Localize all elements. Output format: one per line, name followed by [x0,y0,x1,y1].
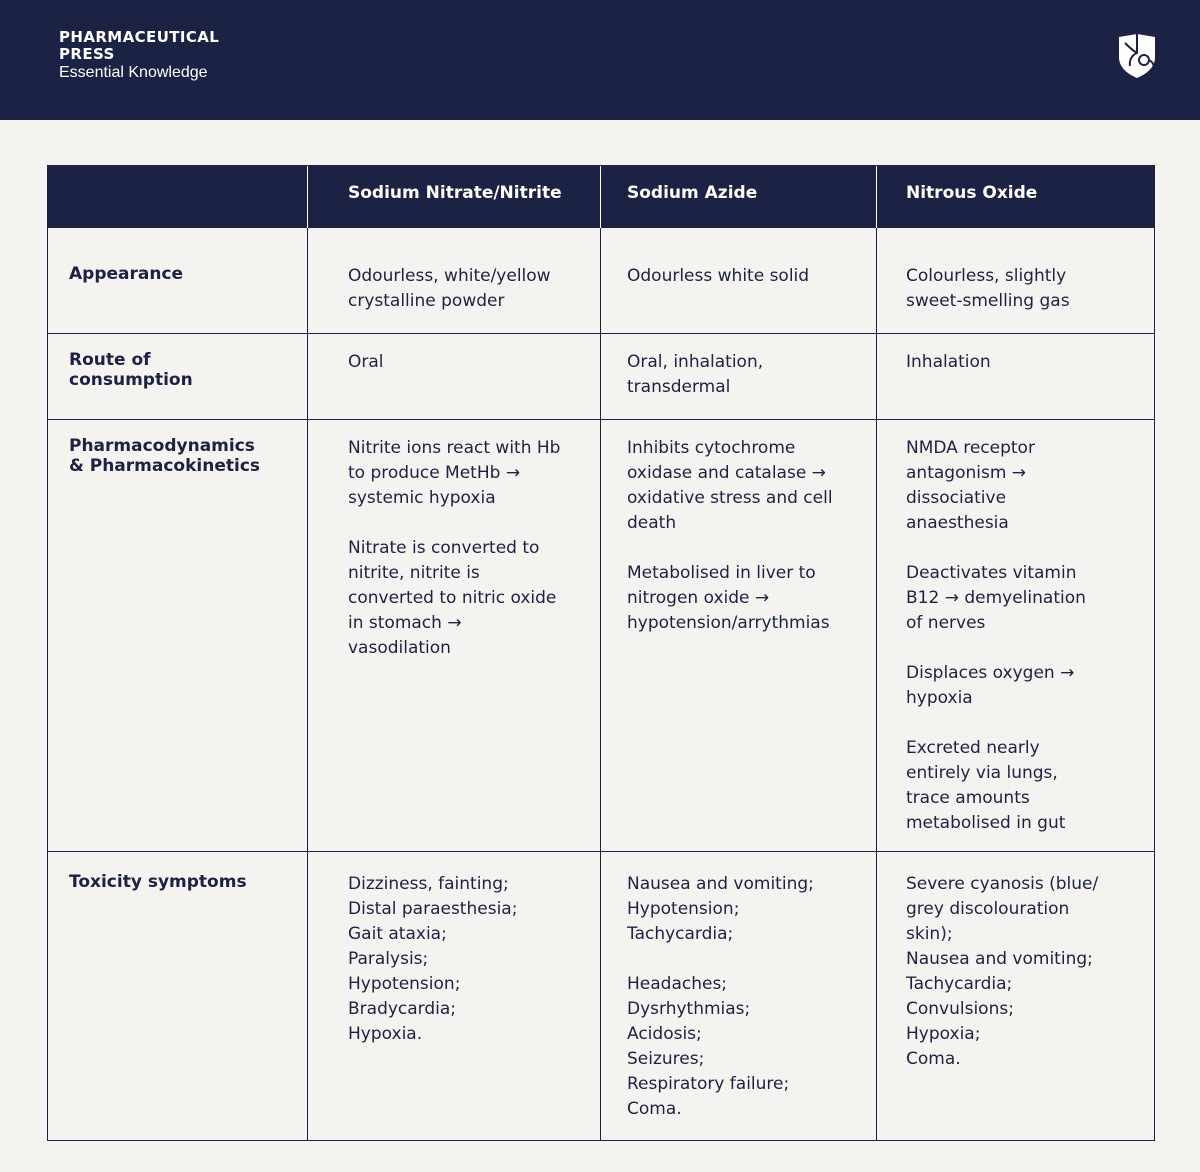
cell-line: dissociative [906,488,1007,508]
cell-paragraph [906,736,1086,836]
cell-line: Hypotension; [627,899,740,919]
row-label-pharmacology: Pharmacodynamics & Pharmacokinetics [69,436,261,476]
cell-paragraph [906,264,1070,314]
cell-line: Dizziness, fainting; [348,874,509,894]
cell-line: death [627,513,677,533]
cell-line: Dysrhythmias; [627,999,751,1019]
page-header [0,0,1200,120]
cell-line: Hypotension; [348,974,461,994]
row-label-appearance: Appearance [69,264,184,284]
cell-appearance-azide [627,264,809,289]
cell-toxicity-azide [627,872,814,1122]
cell-line: trace amounts [906,788,1030,808]
cell-line: hypoxia [906,688,973,708]
cell-toxicity-nitrate [348,872,517,1047]
cell-line: Convulsions; [906,999,1014,1019]
cell-line: Displaces oxygen → [906,663,1075,683]
row-divider [48,419,1154,420]
cell-paragraph [627,350,763,400]
cell-paragraph [627,436,833,536]
cell-line: Bradycardia; [348,999,457,1019]
cell-pharmacology-nitrous [906,436,1086,836]
cell-line: Paralysis; [348,949,429,969]
brand-subtitle: Essential Knowledge [59,64,208,81]
cell-line: skin); [906,924,953,944]
cell-appearance-nitrous [906,264,1070,314]
cell-line: Tachycardia; [906,974,1013,994]
cell-line: Nausea and vomiting; [627,874,814,894]
column-divider [307,228,308,1140]
cell-line: Hypoxia. [348,1024,423,1044]
cell-paragraph [906,561,1086,636]
cell-line: entirely via lungs, [906,763,1058,783]
cell-paragraph [348,436,560,511]
cell-paragraph [348,350,384,375]
column-divider [600,228,601,1140]
cell-line: crystalline powder [348,291,505,311]
cell-line: Odourless, white/yellow [348,266,551,286]
cell-line: systemic hypoxia [348,488,496,508]
cell-line: antagonism → [906,463,1027,483]
cell-paragraph [906,661,1086,711]
cell-line: hypotension/arrythmias [627,613,830,633]
cell-line: Oral, inhalation, [627,352,764,372]
cell-line: nitrite, nitrite is [348,563,480,583]
cell-paragraph [906,436,1086,536]
column-header-sodium-nitrate: Sodium Nitrate/Nitrite [348,183,562,203]
cell-line: Excreted nearly [906,738,1040,758]
cell-paragraph [906,350,991,375]
cell-line: B12 → demyelination [906,588,1086,608]
cell-line: Nitrate is converted to [348,538,540,558]
cell-paragraph [906,872,1098,1072]
cell-line: metabolised in gut [906,813,1066,833]
cell-line: oxidative stress and cell [627,488,833,508]
cell-appearance-nitrate [348,264,551,314]
cell-paragraph [627,972,814,1122]
column-divider [876,166,877,228]
cell-paragraph [348,264,551,314]
cell-pharmacology-azide [627,436,833,636]
row-divider [48,333,1154,334]
cell-line: Acidosis; [627,1024,702,1044]
cell-line: grey discolouration [906,899,1070,919]
cell-line: nitrogen oxide → [627,588,770,608]
cell-line: of nerves [906,613,986,633]
cell-line: converted to nitric oxide [348,588,557,608]
cell-line: Nitrite ions react with Hb [348,438,561,458]
column-header-nitrous-oxide: Nitrous Oxide [906,183,1038,203]
cell-line: anaesthesia [906,513,1009,533]
cell-line: Coma. [627,1099,682,1119]
cell-line: Distal paraesthesia; [348,899,518,919]
cell-line: Severe cyanosis (blue/ [906,874,1099,894]
column-divider [600,166,601,228]
cell-line: oxidase and catalase → [627,463,826,483]
column-header-sodium-azide: Sodium Azide [627,183,758,203]
cell-toxicity-nitrous [906,872,1098,1072]
row-divider [48,851,1154,852]
cell-line: sweet-smelling gas [906,291,1070,311]
cell-line: Headaches; [627,974,728,994]
cell-line: Seizures; [627,1049,705,1069]
cell-line: vasodilation [348,638,451,658]
cell-line: Tachycardia; [627,924,734,944]
row-label-toxicity: Toxicity symptoms [69,872,247,892]
cell-line: NMDA receptor [906,438,1035,458]
row-label-route: Route of consumption [69,350,193,390]
cell-line: Odourless white solid [627,266,810,286]
cell-paragraph [627,872,814,947]
cell-line: Respiratory failure; [627,1074,790,1094]
brand-block [59,29,229,82]
shield-icon [1116,33,1158,79]
cell-line: Gait ataxia; [348,924,447,944]
comparison-table [47,165,1155,1141]
cell-line: Oral [348,352,384,372]
column-divider [876,228,877,1140]
cell-line: to produce MetHb → [348,463,521,483]
cell-paragraph [348,872,517,1047]
cell-paragraph [627,264,809,289]
cell-line: Coma. [906,1049,961,1069]
cell-line: Nausea and vomiting; [906,949,1093,969]
cell-line: Metabolised in liver to [627,563,816,583]
cell-line: in stomach → [348,613,462,633]
cell-line: Deactivates vitamin [906,563,1077,583]
cell-line: Inhibits cytochrome [627,438,796,458]
cell-paragraph [348,536,560,661]
brand-title: PHARMACEUTICAL PRESS [59,28,220,63]
cell-route-azide [627,350,763,400]
cell-line: Colourless, slightly [906,266,1067,286]
cell-paragraph [627,561,833,636]
cell-line: Hypoxia; [906,1024,981,1044]
cell-pharmacology-nitrate [348,436,560,661]
cell-route-nitrous [906,350,991,375]
cell-route-nitrate [348,350,384,375]
cell-line: Inhalation [906,352,991,372]
column-divider [307,166,308,228]
cell-line: transdermal [627,377,731,397]
